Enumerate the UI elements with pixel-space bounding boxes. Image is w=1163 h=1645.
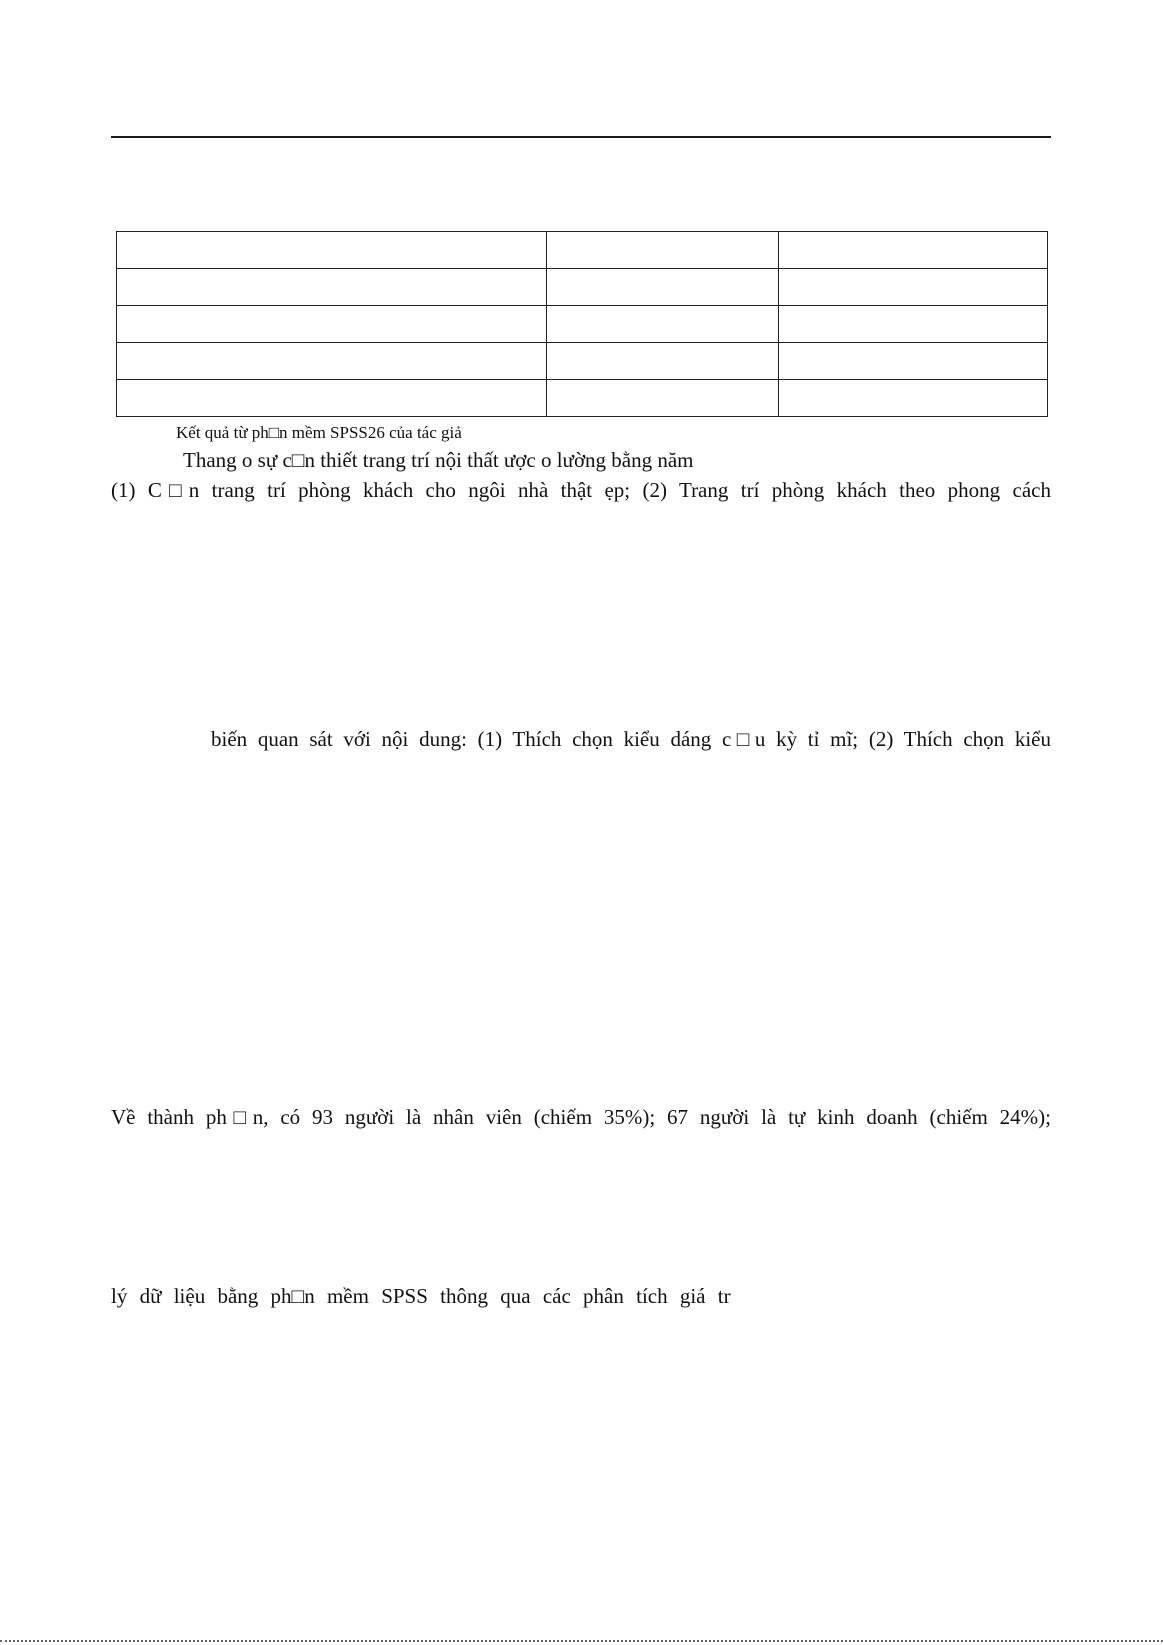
table-cell <box>547 343 779 380</box>
table-cell <box>117 343 547 380</box>
table-cell <box>547 232 779 269</box>
table-row <box>117 306 1048 343</box>
page-bottom-edge <box>0 1640 1163 1642</box>
table-row <box>117 232 1048 269</box>
table-cell <box>117 269 547 306</box>
paragraph-line-observed-variables: biến quan sát với nội dung: (1) Thích chọn kiểu dáng c□u kỳ tỉ mĩ; (2) Thích chọn kiểu <box>211 727 1051 751</box>
header-rule <box>111 136 1051 138</box>
paragraph-line-spss-analysis <box>111 1283 731 1309</box>
table-cell <box>117 380 547 417</box>
table-cell <box>117 306 547 343</box>
data-table <box>116 231 1048 417</box>
table-cell <box>779 343 1048 380</box>
paragraph-line-text: lý dữ liệu bằng ph□n mềm SPSS thông qua các phân tích giá tr <box>111 1284 731 1308</box>
table-cell <box>547 380 779 417</box>
table-caption: Kết quả từ ph□n mềm SPSS26 của tác giả <box>176 423 462 442</box>
table-cell <box>779 232 1048 269</box>
table-cell <box>547 306 779 343</box>
table-cell <box>547 269 779 306</box>
paragraph-line-scale-intro: Thang o sự c□n thiết trang trí nội thất ược o lường bằng năm <box>183 448 694 472</box>
paragraph-line-living-room: (1) C□n trang trí phòng khách cho ngôi nhà thật ẹp; (2) Trang trí phòng khách theo phong cách <box>111 478 1051 502</box>
table-cell <box>779 380 1048 417</box>
table-row <box>117 343 1048 380</box>
table-row <box>117 269 1048 306</box>
table-cell <box>779 269 1048 306</box>
table-row <box>117 380 1048 417</box>
table-cell <box>117 232 547 269</box>
paragraph-line-composition: Về thành ph□n, có 93 người là nhân viên (chiếm 35%); 67 người là tự kinh doanh (chiếm 24%); <box>111 1105 1051 1129</box>
table-cell <box>779 306 1048 343</box>
